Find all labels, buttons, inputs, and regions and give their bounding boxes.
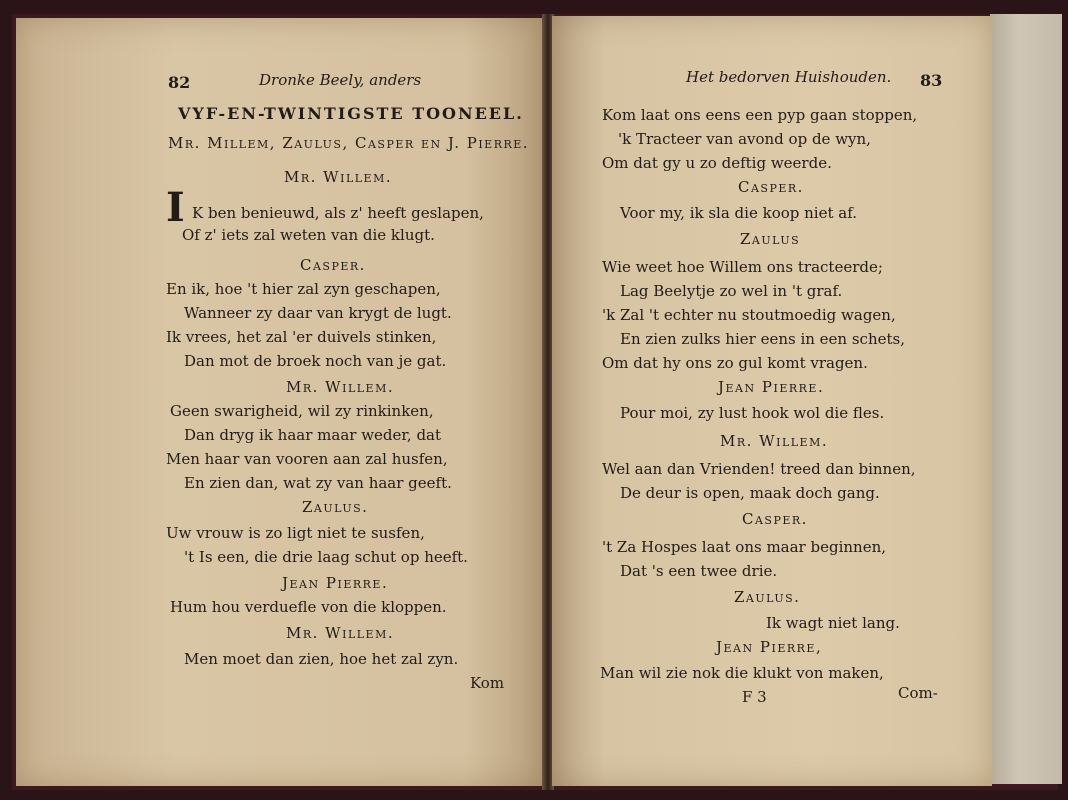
verse-line: Wanneer zy daar van krygt de lugt. <box>184 304 452 322</box>
speaker: Casper. <box>742 510 808 528</box>
speaker: Jean Pierre, <box>716 638 823 656</box>
speaker: Casper. <box>300 256 366 274</box>
verse-line: De deur is open, maak doch gang. <box>620 484 880 502</box>
speaker: Zaulus. <box>734 588 801 606</box>
verse-line: Om dat hy ons zo gul komt vragen. <box>602 354 868 372</box>
verse-line: Hum hou verduefle von die kloppen. <box>170 598 447 616</box>
verse-line: Dan mot de broek noch van je gat. <box>184 352 447 370</box>
verse-line: 'k Zal 't echter nu stoutmoedig wagen, <box>602 306 896 324</box>
signature-mark: F 3 <box>742 688 767 706</box>
verse-line: Pour moi, zy lust hook wol die fles. <box>620 404 885 422</box>
page-number-left: 82 <box>168 73 191 92</box>
verse-line: 't Za Hospes laat ons maar beginnen, <box>602 538 886 556</box>
verse-line: Wel aan dan Vrienden! treed dan binnen, <box>602 460 916 478</box>
speaker: Jean Pierre. <box>282 574 389 592</box>
cast-list: Mr. Millem, Zaulus, Casper en J. Pierre. <box>168 134 530 152</box>
running-head-left: Dronke Beely, anders <box>259 71 422 89</box>
verse-line: En zien dan, wat zy van haar geeft. <box>184 474 452 492</box>
left-page <box>16 18 544 786</box>
verse-line: Geen swarigheid, wil zy rinkinken, <box>170 402 434 420</box>
scene-title: VYF-EN-TWINTIGSTE TOONEEL. <box>178 104 524 123</box>
drop-cap: I <box>166 184 185 231</box>
verse-line: Om dat gy u zo deftig weerde. <box>602 154 832 172</box>
speaker: Zaulus. <box>302 498 369 516</box>
verse-line: Dat 's een twee drie. <box>620 562 778 580</box>
next-page-edge <box>990 14 1062 784</box>
speaker: Casper. <box>738 178 804 196</box>
running-head-right: Het bedorven Huishouden. <box>686 68 892 86</box>
verse-line: Kom laat ons eens een pyp gaan stoppen, <box>602 106 918 124</box>
verse-line: Men haar van vooren aan zal husfen, <box>166 450 448 468</box>
verse-line: En ik, hoe 't hier zal zyn geschapen, <box>166 280 441 298</box>
verse-line: Men moet dan zien, hoe het zal zyn. <box>184 650 459 668</box>
catchword-left: Kom <box>470 674 505 692</box>
speaker: Mr. Willem. <box>284 168 393 186</box>
page-number-right: 83 <box>920 71 943 90</box>
verse-line: Voor my, ik sla die koop niet af. <box>620 204 857 222</box>
verse-line: Of z' iets zal weten van die klugt. <box>182 226 435 244</box>
verse-line: K ben benieuwd, als z' heeft geslapen, <box>192 204 484 222</box>
verse-line: En zien zulks hier eens in een schets, <box>620 330 905 348</box>
verse-line: Uw vrouw is zo ligt niet te susfen, <box>166 524 425 542</box>
verse-line: 't Is een, die drie laag schut op heeft. <box>184 548 468 566</box>
verse-line: 'k Tracteer van avond op de wyn, <box>618 130 871 148</box>
verse-line: Lag Beelytje zo wel in 't graf. <box>620 282 843 300</box>
verse-line: Wie weet hoe Willem ons tracteerde; <box>602 258 883 276</box>
verse-line: Ik wagt niet lang. <box>766 614 900 632</box>
catchword-right: Com- <box>898 684 938 702</box>
speaker: Jean Pierre. <box>718 378 825 396</box>
speaker: Mr. Willem. <box>286 378 395 396</box>
verse-line: Ik vrees, het zal 'er duivels stinken, <box>166 328 437 346</box>
right-page <box>552 16 992 786</box>
speaker: Mr. Willem. <box>286 624 395 642</box>
speaker: Mr. Willem. <box>720 432 829 450</box>
verse-line: Man wil zie nok die klukt von maken, <box>600 664 884 682</box>
speaker: Zaulus <box>740 230 801 248</box>
verse-line: Dan dryg ik haar maar weder, dat <box>184 426 442 444</box>
